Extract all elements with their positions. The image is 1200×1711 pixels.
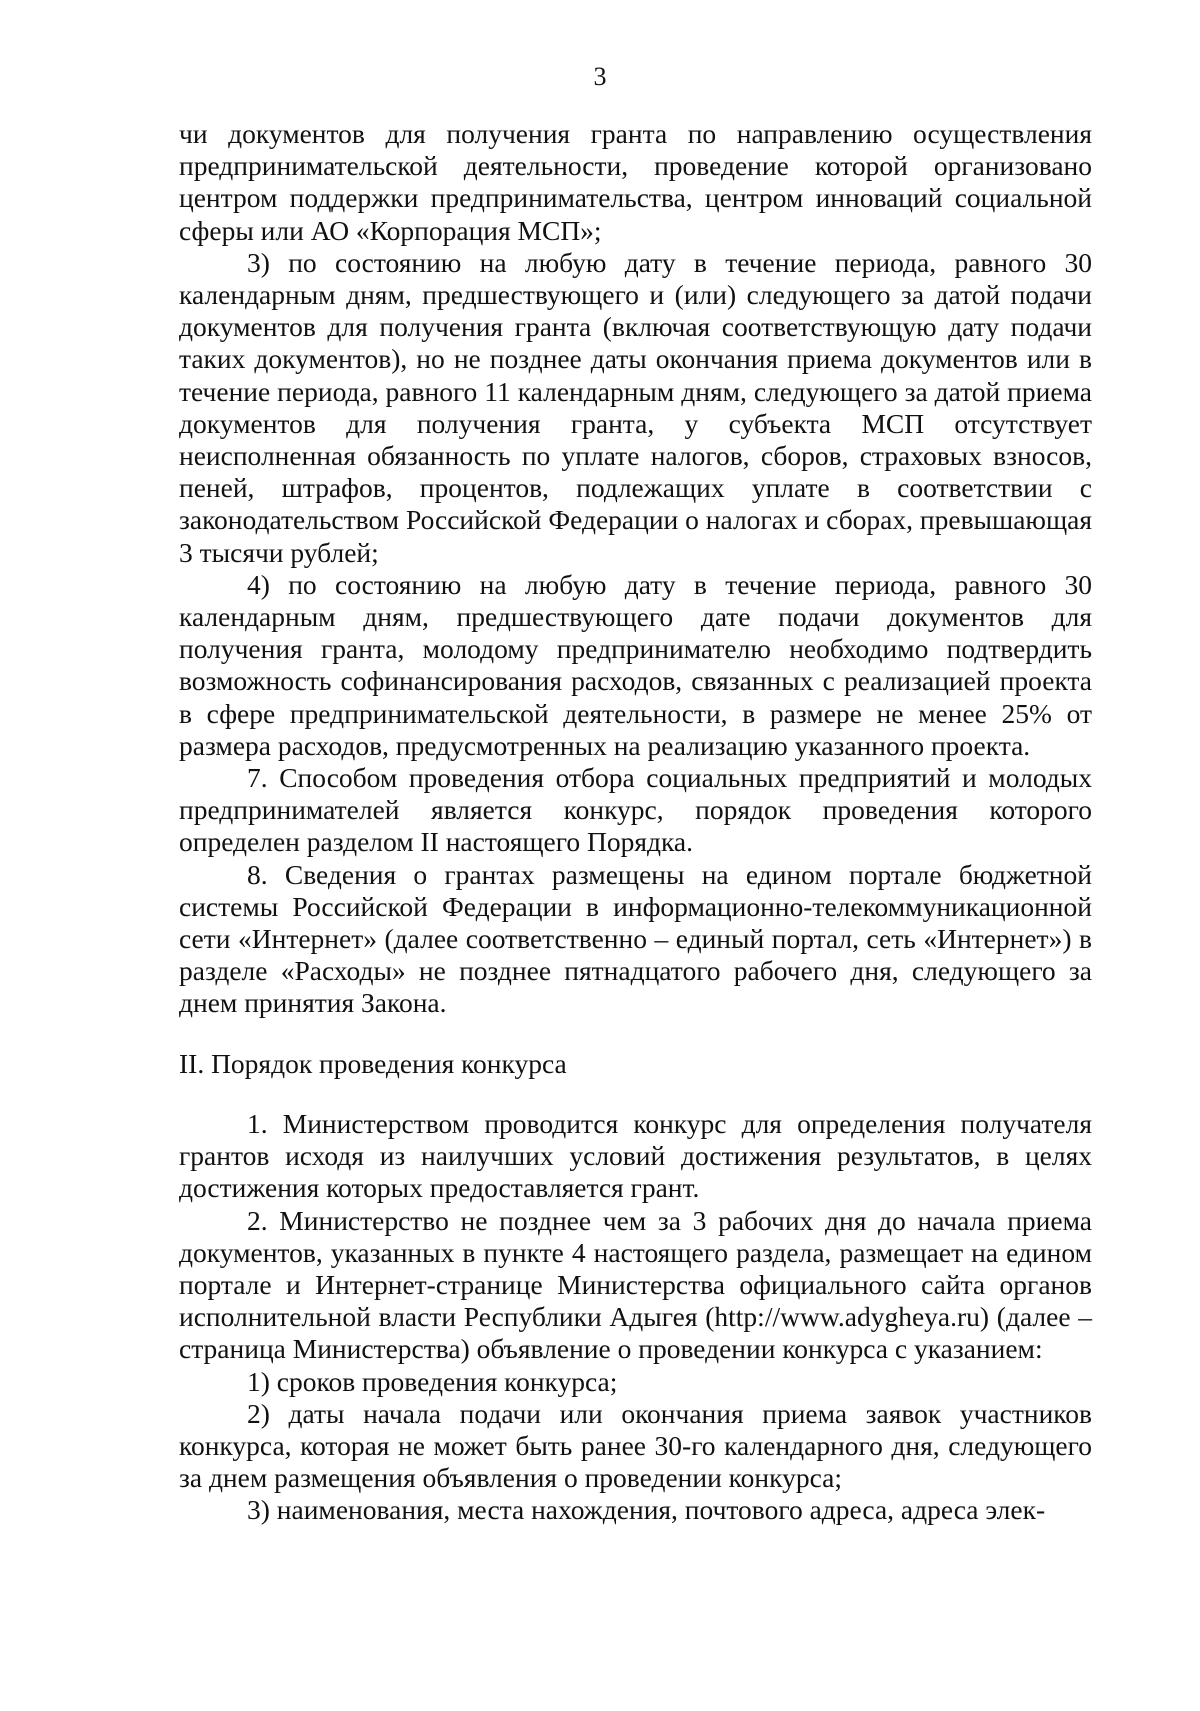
paragraph-continuation: чи документов для получения гранта по направлению осуществления предпринимательской деятельности, проведение которой организовано центром поддержки предпринимательства, центром инноваций социальной сферы или АО «Корпорация МСП»; bbox=[179, 118, 1092, 246]
document-body bbox=[179, 118, 1092, 1527]
paragraph-item-3: 3) по состоянию на любую дату в течение периода, равного 30 календарным дням, предшествующего и (или) следующего за датой подачи документов для получения гранта (включая соответствующую дату подачи таких документов), но не позднее даты окончания приема документов или в течение периода, равного 11 календарным дням, следующего за датой приема документов для получения гранта, у субъекта МСП отсутствует неисполненная обязанность по уплате налогов, сборов, страховых взносов, пеней, штрафов, процентов, подлежащих уплате в соответствии с законодательством Российской Федерации о налогах и сборах, превышающая 3 тысячи рублей; bbox=[179, 246, 1092, 568]
paragraph-subitem-1: 1) сроков проведения конкурса; bbox=[247, 1365, 618, 1397]
page-number: 3 bbox=[593, 62, 607, 91]
paragraph-point-8: 8. Сведения о грантах размещены на едином портале бюджетной системы Российской Федерации в информационно-телекоммуникационной сети «Интернет» (далее соответственно – единый портал, сеть «Интернет») в разделе «Расходы» не позднее пятнадцатого рабочего дня, следующего за днем принятия Закона. bbox=[179, 858, 1092, 1019]
paragraph-point-7: 7. Способом проведения отбора социальных предприятий и молодых предпринимателей является конкурс, порядок проведения которого определен разделом II настоящего Порядка. bbox=[179, 762, 1092, 858]
section-title: II. Порядок проведения конкурса bbox=[179, 1047, 567, 1079]
paragraph-subitem-2: 2) даты начала подачи или окончания приема заявок участников конкурса, которая не может быть ранее 30-го календарного дня, следующего за днем размещения объявления о проведении конкурса; bbox=[179, 1397, 1092, 1494]
paragraph-section2-point-2: 2. Министерство не позднее чем за 3 рабочих дня до начала приема документов, указанных в пункте 4 настоящего раздела, размещает на едином портале и Интернет-странице Министерства официального сайта органов исполнительной власти Республики Адыгея (http://www.adygheya.ru) (далее – страница Министерства) объявление о проведении конкурса с указанием: bbox=[179, 1204, 1092, 1365]
paragraph-section2-point-1: 1. Министерством проводится конкурс для определения получателя грантов исходя из наилучших условий достижения результатов, в целях достижения которых предоставляется грант. bbox=[179, 1107, 1092, 1204]
paragraph-item-4: 4) по состоянию на любую дату в течение периода, равного 30 календарным дням, предшествующего дате подачи документов для получения гранта, молодому предпринимателю необходимо подтвердить возможность софинансирования расходов, связанных с реализацией проекта в сфере предпринимательской деятельности, в размере не менее 25% от размера расходов, предусмотренных на реализацию указанного проекта. bbox=[179, 568, 1092, 761]
paragraph-subitem-3: 3) наименования, места нахождения, почтового адреса, адреса элек- bbox=[247, 1494, 1046, 1526]
